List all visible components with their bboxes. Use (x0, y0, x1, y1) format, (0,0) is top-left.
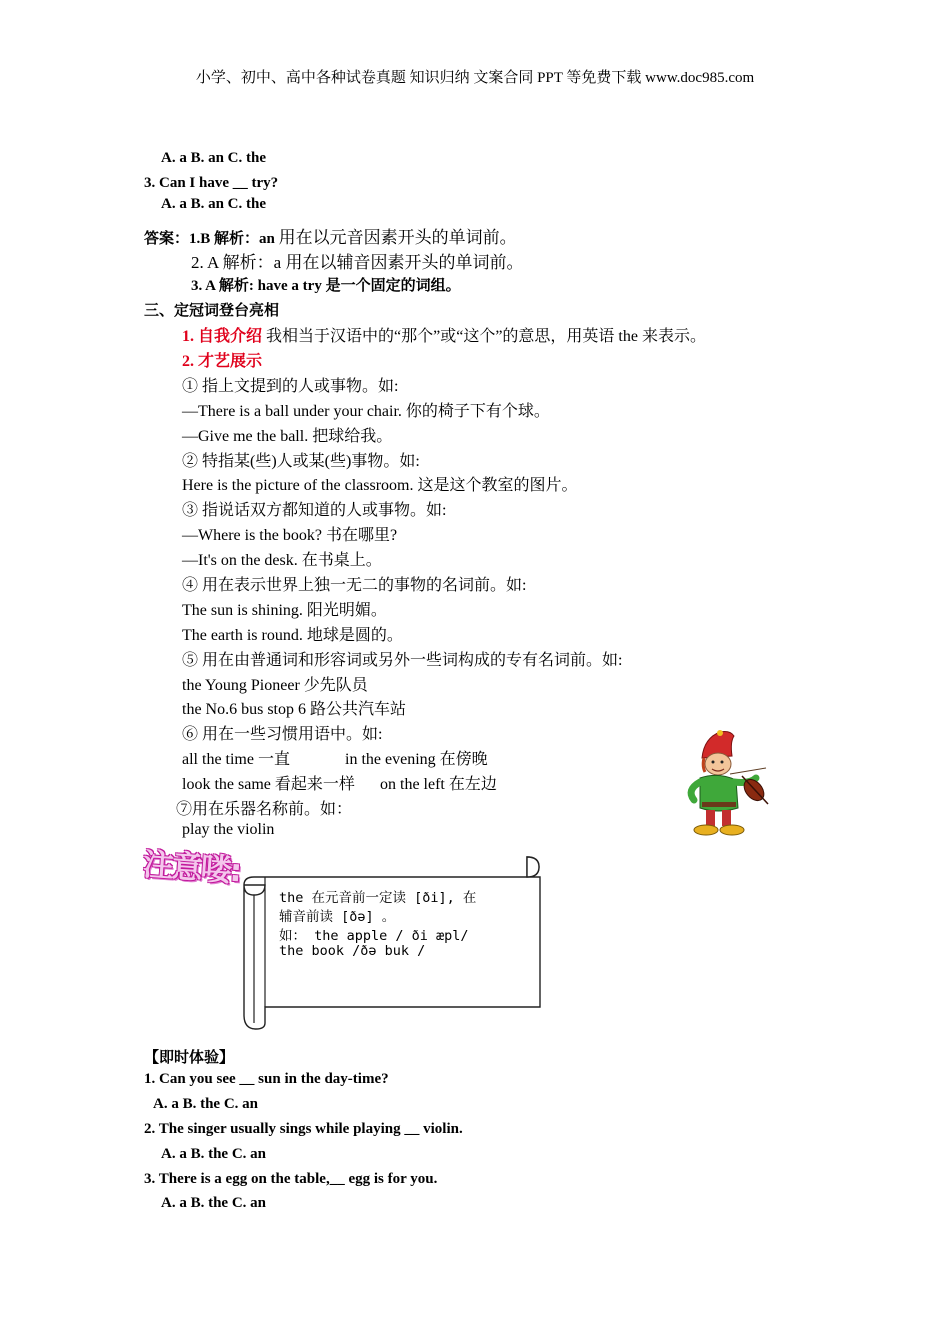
usage-instruments: ⑦用在乐器名称前。如： (176, 801, 353, 818)
idiom-all-the-time: all the time 一直 (182, 751, 290, 768)
answer-line-1 (144, 223, 517, 248)
answer-line-3: 3. A 解析: have a try 是一个固定的词组。 (191, 278, 461, 294)
usage-line: ⑥ 用在一些习惯用语中。如: (182, 726, 383, 743)
self-intro-text: 我相当于汉语中的“那个”或“这个”的意思，用英语 the 来表示。 (262, 328, 706, 345)
note-line-1: the 在元音前一定读 [ði], 在 (279, 890, 477, 906)
note-line-3: 如： the apple / ði æpl/ (279, 928, 469, 944)
idiom-in-the-evening: in the evening 在傍晚 (345, 751, 488, 768)
practice-q1: 1. Can you see __ sun in the day-time? (144, 1071, 389, 1087)
answer-1-text: 用在以元音因素开头的单词前。 (278, 228, 517, 247)
idiom-on-the-left: on the left 在左边 (380, 776, 497, 793)
self-intro-label: 1. 自我介绍 (182, 328, 263, 345)
practice-q3-options: A. a B. the C. an (161, 1195, 267, 1211)
usage-line: The sun is shining. 阳光明媚。 (182, 602, 387, 619)
practice-title: 【即时体验】 (144, 1050, 235, 1066)
usage-line: ⑤ 用在由普通词和形容词或另外一些词构成的专有名词前。如: (182, 652, 623, 669)
usage-line: —Where is the book? 书在哪里? (182, 527, 398, 544)
violin-elf-icon (672, 728, 772, 843)
usage-line: —Give me the ball. 把球给我。 (182, 428, 393, 445)
practice-q2-options: A. a B. the C. an (161, 1146, 267, 1162)
practice-q2: 2. The singer usually sings while playing __ violin. (144, 1121, 463, 1137)
quiz-q3-options: A. a B. an C. the (161, 196, 267, 212)
page-header: 小学、初中、高中各种试卷真题 知识归纳 文案合同 PPT 等免费下载 www.doc985.com (195, 70, 755, 86)
note-title: 注意喽: (141, 846, 242, 890)
section-3-title: 三、定冠词登台亮相 (144, 303, 280, 319)
usage-line: ④ 用在表示世界上独一无二的事物的名词前。如: (182, 577, 527, 594)
talent-label: 2. 才艺展示 (182, 353, 263, 370)
usage-line: the Young Pioneer 少先队员 (182, 677, 368, 694)
idiom-look-the-same: look the same 看起来一样 (182, 776, 355, 793)
usage-line: ① 指上文提到的人或事物。如: (182, 378, 399, 395)
usage-line: ② 特指某(些)人或某(些)事物。如: (182, 453, 420, 470)
quiz-q3-question: 3. Can I have __ try? (144, 175, 279, 191)
answer-line-2 (191, 248, 523, 273)
self-intro-line (182, 323, 706, 346)
usage-line: ③ 指说话双方都知道的人或事物。如: (182, 502, 447, 519)
usage-line: Here is the picture of the classroom. 这是这个教室的图片。 (182, 477, 578, 494)
practice-q1-options: A. a B. the C. an (153, 1096, 259, 1112)
usage-line: the No.6 bus stop 6 路公共汽车站 (182, 701, 407, 718)
answer-1-label: 答案：1.B 解析：an (144, 231, 279, 247)
answer-2-text: a 用在以辅音因素开头的单词前。 (273, 253, 524, 272)
practice-q3: 3. There is a egg on the table,__ egg is for you. (144, 1171, 438, 1187)
usage-line: —It's on the desk. 在书桌上。 (182, 552, 382, 569)
answer-2-label: 2. A 解析： (191, 253, 274, 272)
usage-violin-example: play the violin (182, 821, 275, 838)
note-line-4: the book /ðə buk / (279, 943, 426, 959)
usage-line: —There is a ball under your chair. 你的椅子下有个球。 (182, 403, 550, 420)
note-line-2: 辅音前读 [ðə] 。 (279, 909, 396, 925)
usage-line: The earth is round. 地球是圆的。 (182, 627, 403, 644)
quiz-q2-options: A. a B. an C. the (161, 150, 267, 166)
